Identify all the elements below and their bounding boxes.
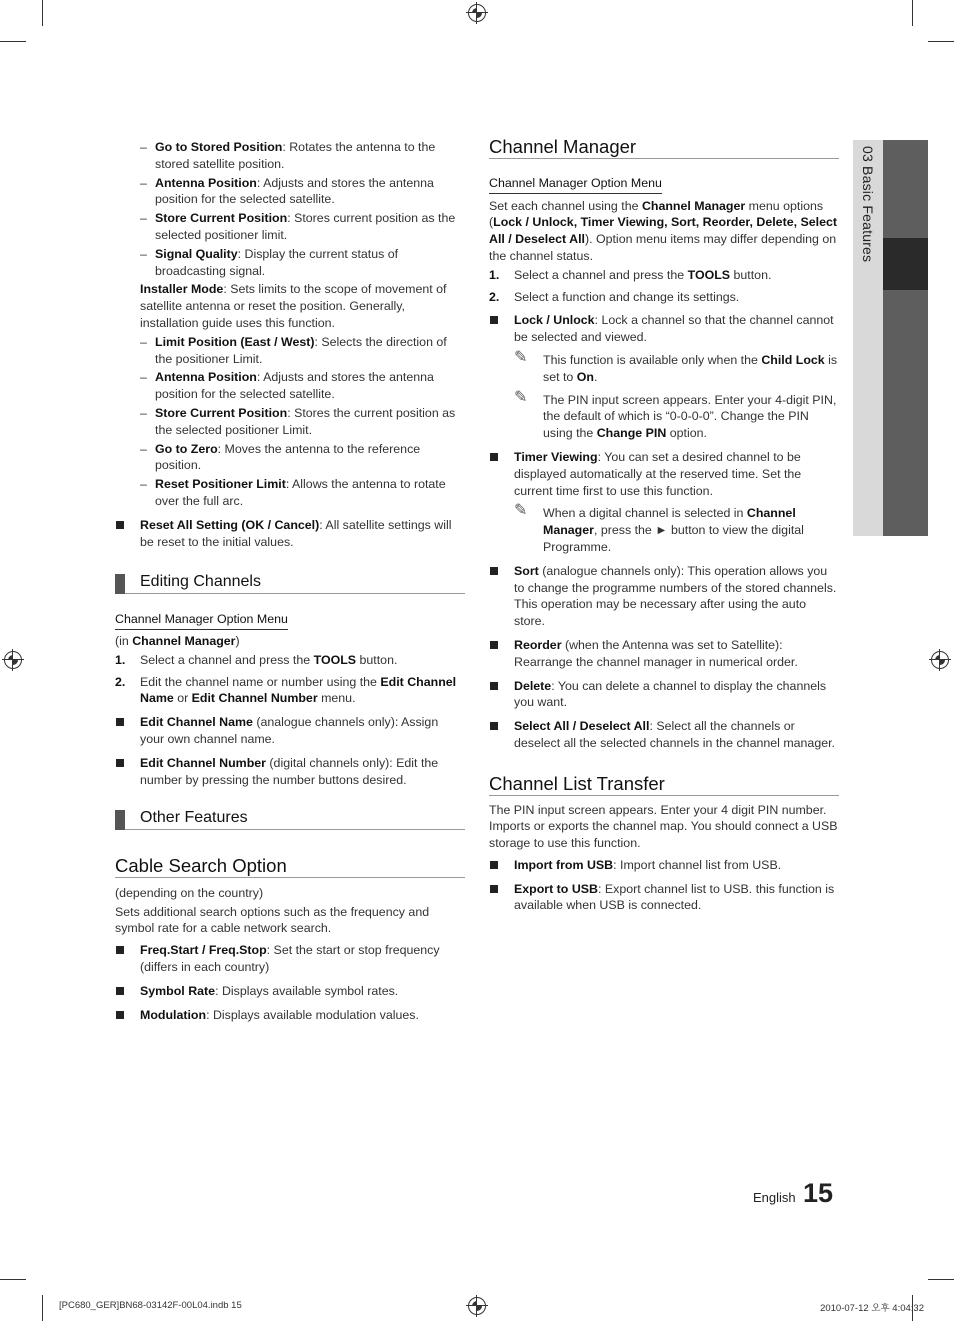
crop-mark	[0, 41, 26, 42]
list-item: Edit Channel Name (analogue channels only): Assign your own channel name.	[115, 714, 465, 748]
square-bullet-icon	[490, 453, 498, 461]
side-tab-active-marker	[883, 238, 928, 290]
square-bullet-icon	[490, 567, 498, 575]
crop-mark	[928, 1279, 954, 1280]
list-item: Delete: You can delete a channel to display the channels you want.	[489, 678, 839, 712]
square-bullet-icon	[116, 718, 124, 726]
crop-mark	[912, 0, 913, 26]
list-item: – Signal Quality: Display the current status of broadcasting signal.	[140, 246, 399, 278]
left-column	[115, 139, 465, 1023]
page-number: 15	[803, 1178, 834, 1208]
section-title: Channel List Transfer	[489, 776, 839, 796]
list-item: Select All / Deselect All: Select all the channels or deselect all the selected channels in the channel manager.	[489, 718, 839, 752]
section-heading: Other Features	[115, 810, 465, 830]
square-bullet-icon	[490, 641, 498, 649]
list-item: – Antenna Position: Adjusts and stores the antenna position for the selected satellite.	[140, 370, 434, 402]
list-item: – Antenna Position: Adjusts and stores the antenna position for the selected satellite.	[140, 175, 434, 207]
list-item: Import from USB: Import channel list from USB.	[489, 857, 839, 874]
square-bullet-icon	[116, 1011, 124, 1019]
registration-mark-icon	[4, 651, 22, 669]
list-item: – Store Current Position: Stores current position as the selected positioner limit.	[140, 211, 456, 242]
square-bullet-icon	[490, 316, 498, 324]
numbered-step: 2. Edit the channel name or number using the Edit Channel Name or Edit Channel Number menu.	[115, 674, 457, 706]
list-item: Sort (analogue channels only): This operation allows you to change the programme numbers of the stored channels. This operation may be necessary after using the auto store.	[489, 563, 839, 630]
list-item: – Limit Position (East / West): Selects the direction of the positioner Limit.	[140, 334, 447, 366]
square-bullet-icon	[116, 987, 124, 995]
section-title: Channel Manager	[489, 139, 839, 159]
square-bullet-icon	[116, 521, 124, 529]
registration-mark-icon	[931, 651, 949, 669]
square-bullet-icon	[490, 861, 498, 869]
subheading: Channel Manager Option Menu	[115, 611, 465, 630]
crop-mark	[0, 1279, 26, 1280]
list-item: Timer Viewing: You can set a desired channel to be displayed automatically at the reserved time. Set the current time first to use this function. ✎ When a digital channel is selected in Channel Manager, press the ► button to view the digital Programme.	[489, 449, 839, 556]
right-column	[489, 136, 839, 914]
side-tab-label: 03 Basic Features	[860, 146, 876, 263]
list-item: Export to USB: Export channel list to USB. this function is available when USB is connected.	[489, 881, 839, 915]
pencil-note-icon: ✎	[514, 502, 528, 520]
pencil-note-icon: ✎	[514, 348, 528, 366]
list-item: Reset All Setting (OK / Cancel): All satellite settings will be reset to the initial values.	[115, 517, 465, 551]
list-item: – Store Current Position: Stores the current position as the selected positioner Limit.	[140, 405, 456, 437]
square-bullet-icon	[116, 759, 124, 767]
note: ✎ This function is available only when the Child Lock is set to On.	[514, 348, 838, 384]
square-bullet-icon	[490, 885, 498, 893]
note: ✎ The PIN input screen appears. Enter your 4-digit PIN, the default of which is “0-0-0-0”. Change the PIN using the Change PIN option.	[514, 388, 837, 441]
pencil-note-icon: ✎	[514, 388, 528, 406]
numbered-step: 1. Select a channel and press the TOOLS button.	[489, 267, 772, 282]
paragraph: (depending on the country)	[115, 885, 264, 900]
list-item: Freq.Start / Freq.Stop: Set the start or stop frequency (differs in each country)	[115, 942, 465, 976]
crop-mark	[928, 41, 954, 42]
paragraph: Set each channel using the Channel Manager menu options (Lock / Unlock, Timer Viewing, Sort, Reorder, Delete, Select All / Deselect All). Option menu items may differ depending on the channel status.	[489, 198, 837, 263]
section-heading: Editing Channels	[115, 574, 465, 594]
list-item: Symbol Rate: Displays available symbol rates.	[115, 983, 465, 1000]
page-language: English	[753, 1190, 796, 1205]
section-title: Cable Search Option	[115, 858, 465, 878]
subheading: Channel Manager Option Menu	[489, 175, 839, 194]
crop-mark	[42, 1295, 43, 1321]
registration-mark-icon	[468, 1297, 486, 1315]
footer-file-info: [PC680_GER]BN68-03142F-00L04.indb 15	[59, 1300, 242, 1311]
crop-mark	[42, 0, 43, 26]
installer-mode-text: Installer Mode: Sets limits to the scope of movement of satellite antenna or reset the position. Generally, installation guide uses this function.	[140, 282, 447, 330]
context-text: (in Channel Manager)	[115, 633, 240, 648]
numbered-step: 2. Select a function and change its settings.	[489, 289, 740, 304]
paragraph: Sets additional search options such as the frequency and symbol rate for a cable network search.	[115, 904, 430, 936]
square-bullet-icon	[116, 946, 124, 954]
side-tab-dark-band	[883, 140, 928, 536]
numbered-step: 1. Select a channel and press the TOOLS button.	[115, 652, 398, 667]
square-bullet-icon	[490, 682, 498, 690]
list-item: Lock / Unlock: Lock a channel so that the channel cannot be selected and viewed. ✎ This function is available only when the Child Lock is set to On. ✎ The PIN input screen appears. Enter your 4-digit PIN, the default of which is “0-0-0-0”. Change the PIN using the Change PIN option.	[489, 312, 839, 442]
square-bullet-icon	[490, 722, 498, 730]
list-item: – Go to Zero: Moves the antenna to the reference position.	[140, 441, 421, 473]
note: ✎ When a digital channel is selected in Channel Manager, press the ► button to view the digital Programme.	[514, 502, 804, 554]
list-item: – Go to Stored Position: Rotates the antenna to the stored satellite position.	[140, 140, 436, 171]
footer-timestamp: 2010-07-12 오후 4:04:32	[820, 1303, 924, 1314]
list-item: Edit Channel Number (digital channels only): Edit the number by pressing the number buttons desired.	[115, 755, 465, 789]
list-item: – Reset Positioner Limit: Allows the antenna to rotate over the full arc.	[140, 477, 446, 508]
list-item: Modulation: Displays available modulation values.	[115, 1007, 465, 1024]
list-item: Reorder (when the Antenna was set to Satellite): Rearrange the channel manager in numerical order.	[489, 637, 839, 671]
registration-mark-icon	[468, 4, 486, 22]
paragraph: The PIN input screen appears. Enter your 4 digit PIN number. Imports or exports the channel map. You should connect a USB storage to use this function.	[489, 802, 838, 851]
